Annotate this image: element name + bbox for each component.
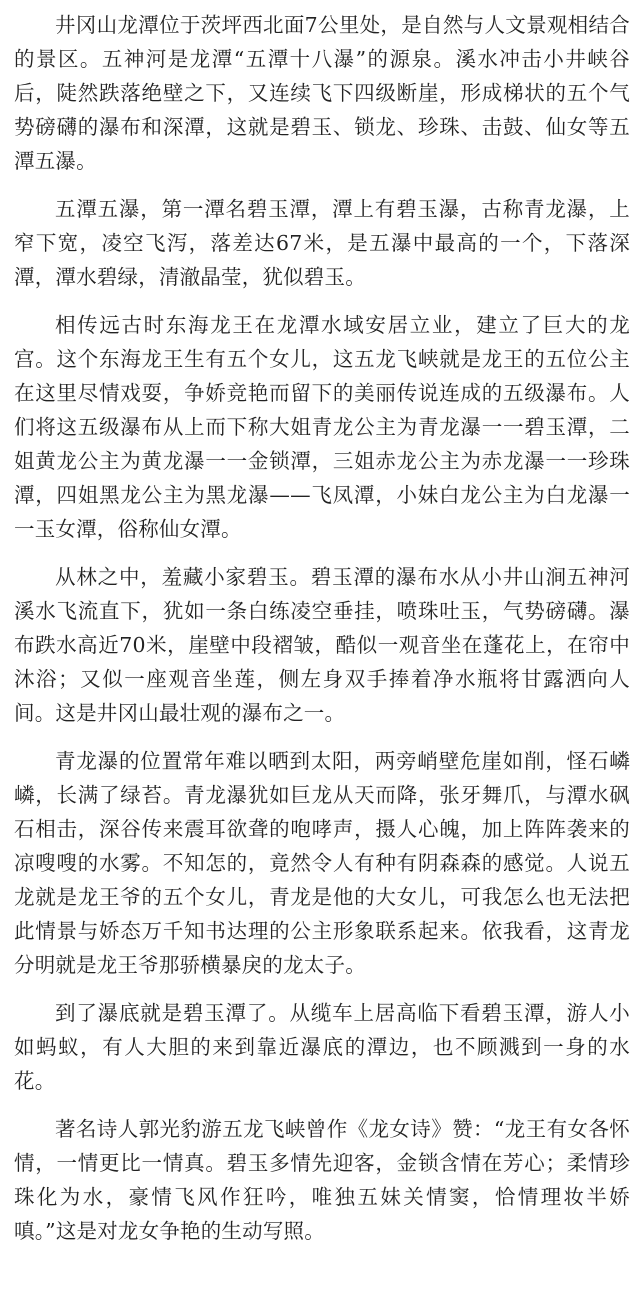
paragraph-legend: 相传远古时东海龙王在龙潭水域安居立业，建立了巨大的龙宫。这个东海龙王生有五个女儿，这五龙飞峡就是龙王的五位公主在这里尽情戏耍，争娇竞艳而留下的美丽传说连成的五级瀑布。人们将这五级瀑布从上而下称大姐青龙公主为青龙瀑一一碧玉潭，二姐黄龙公主为黄龙瀑一一金锁潭，三姐赤龙公主为赤龙瀑一一珍珠潭，四姐黑龙公主为黑龙瀑——飞凤潭，小妹白龙公主为白龙瀑一一玉女潭，俗称仙女潭。 (14, 313, 630, 541)
paragraph-pool-bottom: 到了瀑底就是碧玉潭了。从缆车上居高临下看碧玉潭，游人小如蚂蚁，有人大胆的来到靠近瀑底的潭边，也不顾溅到一身的水花。 (14, 1001, 630, 1093)
paragraph-first-pool: 五潭五瀑，第一潭名碧玉潭，潭上有碧玉瀑，古称青龙瀑，上窄下宽，凌空飞泻，落差达67米，是五瀑中最高的一个，下落深潭，潭水碧绿，清澈晶莹，犹似碧玉。 (14, 197, 630, 289)
paragraph-waterfall: 从林之中，羞藏小家碧玉。碧玉潭的瀑布水从小井山涧五神河溪水飞流直下，犹如一条白练凌空垂挂，喷珠吐玉，气势磅礴。瀑布跌水高近70米，崖壁中段褶皱，酷似一观音坐在蓬花上，在帘中沐浴；又似一座观音坐莲，侧左身双手捧着净水瓶将甘露洒向人间。这是井冈山最壮观的瀑布之一。 (14, 565, 630, 725)
paragraph-poem: 著名诗人郭光豹游五龙飞峡曾作《龙女诗》赞：“龙王有女各怀情，一情更比一情真。碧玉多情先迎客，金锁含情在芳心；柔情珍珠化为水，豪情飞风作狂吟，唯独五妹关情窦，恰情理妆半娇嗔。”这是对龙女争艳的生动写照。 (14, 1117, 630, 1243)
paragraph-intro: 井冈山龙潭位于茨坪西北面7公里处，是自然与人文景观相结合的景区。五神河是龙潭“五潭十八瀑”的源泉。溪水冲击小井峡谷后，陡然跌落绝壁之下，又连续飞下四级断崖，形成梯状的五个气势磅礴的瀑布和深潭，这就是碧玉、锁龙、珍珠、击鼓、仙女等五潭五瀑。 (14, 13, 630, 173)
paragraph-qinglong: 青龙瀑的位置常年难以晒到太阳，两旁峭壁危崖如削，怪石嶙嶙，长满了绿苔。青龙瀑犹如巨龙从天而降，张牙舞爪，与潭水砜石相击，深谷传来震耳欲聋的咆哮声，摄人心魄，加上阵阵袭来的凉嗖嗖的水雾。不知怎的，竟然令人有种有阴森森的感觉。人说五龙就是龙王爷的五个女儿，青龙是他的大女儿，可我怎么也无法把此情景与娇态万千知书达理的公主形象联系起来。依我看，这青龙分明就是龙王爷那骄横暴戾的龙太子。 (14, 749, 630, 977)
